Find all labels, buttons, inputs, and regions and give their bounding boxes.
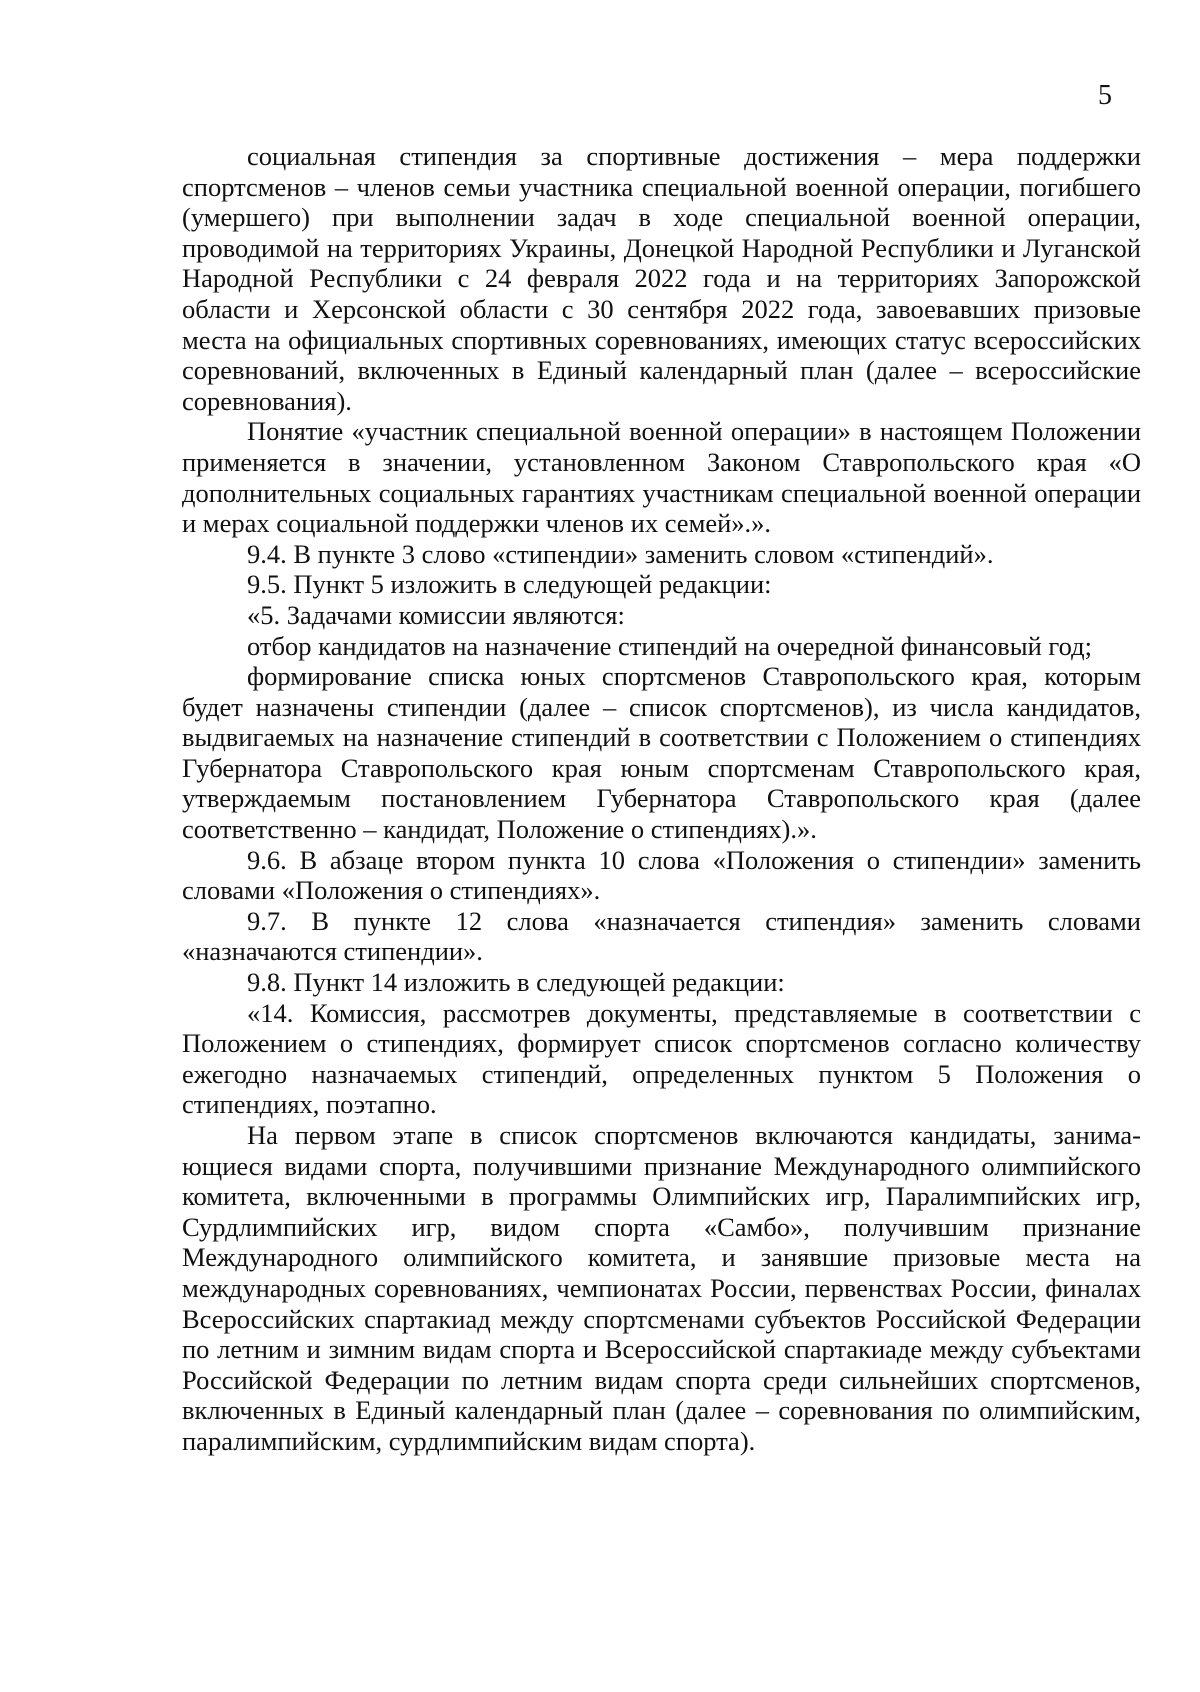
paragraph-9-4: 9.4. В пункте 3 слово «стипендии» заменить словом «стипендий».: [247, 538, 994, 569]
page-number: 5: [1098, 80, 1112, 111]
paragraph-9-8: 9.8. Пункт 14 изложить в следующей редакции:: [247, 967, 785, 998]
paragraph-item-14: «14. Комиссия, рассмотрев документы, представляемые в соответствии с Положением о стипендиях, формирует список спортсменов согласно количеству ежегодно назначаемых стипендий, определенных пунктом 5 Положения о стипендиях, поэтапно.: [182, 997, 1141, 1120]
paragraph-task-selection: отбор кандидатов на назначение стипендий на очередной финансовый год;: [247, 630, 1092, 661]
paragraph-task-list-forming: формирование списка юных спортсменов Ставропольского края, которым будет назначены стипендии (далее – список спортсменов), из числа кандидатов, выдвигаемых на назначение стипендий в соответствии с Положением о стипендиях Губернатора Ставропольского края юным спортсменам Ставропольского края, утверждаемым постановлением Губернатора Ставропольского края (далее соответственно – кандидат, Положение о стипендиях).».: [182, 661, 1141, 845]
paragraph-scholarship-definition: социальная стипендия за спортивные достижения – мера поддержки спортсменов – членов семьи участника специальной военной операции, погибшего (умершего) при выполнении задач в ходе специальной военной операции, проводимой на территориях Украины, Донецкой Народной Республики и Луганской Народной Республики с 24 февраля 2022 года и на территориях Запорожской области и Херсонской области с 30 сентября 2022 года, завоевавших призовые места на официальных спортивных соревнованиях, имеющих статус всероссийских соревнований, включенных в Единый календарный план (далее – всероссийские соревнования).: [182, 141, 1141, 416]
document-body: [182, 141, 1141, 1457]
paragraph-participant-concept: Понятие «участник специальной военной операции» в настоящем Положении применяется в значении, установленном Законом Ставропольского края «О дополнительных социальных гарантиях участникам специальной военной операции и мерах социальной поддержки членов их семей».».: [182, 416, 1141, 539]
paragraph-9-6: 9.6. В абзаце втором пункта 10 слова «Положения о стипендии» заменить словами «Положения о стипендиях».: [182, 844, 1141, 906]
paragraph-first-stage: На первом этапе в список спортсменов включаются кандидаты, занимающиеся видами спорта, получившими признание Международного олимпийского комитета, включенными в программы Олимпийских игр, Паралимпийских игр, Сурдлимпийских игр, видом спорта «Самбо», получившим признание Международного олимпийского комитета, и занявшие призовые места на международных соревнованиях, чемпионатах России, первенствах России, финалах Всероссийских спартакиад между спортсменами субъектов Российской Федерации по летним и зимним видам спорта и Всероссийской спартакиаде между субъектами Российской Федерации по летним видам спорта среди сильнейших спортсменов, включенных в Единый календарный план (далее – соревнования по олимпийским, паралимпийским, сурдлимпийским видам спорта).: [182, 1120, 1141, 1456]
paragraph-9-7: 9.7. В пункте 12 слова «назначается стипендия» заменить словами «назначаются стипендии».: [182, 905, 1141, 967]
paragraph-9-5: 9.5. Пункт 5 изложить в следующей редакции:: [247, 569, 772, 600]
paragraph-item-5-heading: «5. Задачами комиссии являются:: [247, 599, 625, 630]
